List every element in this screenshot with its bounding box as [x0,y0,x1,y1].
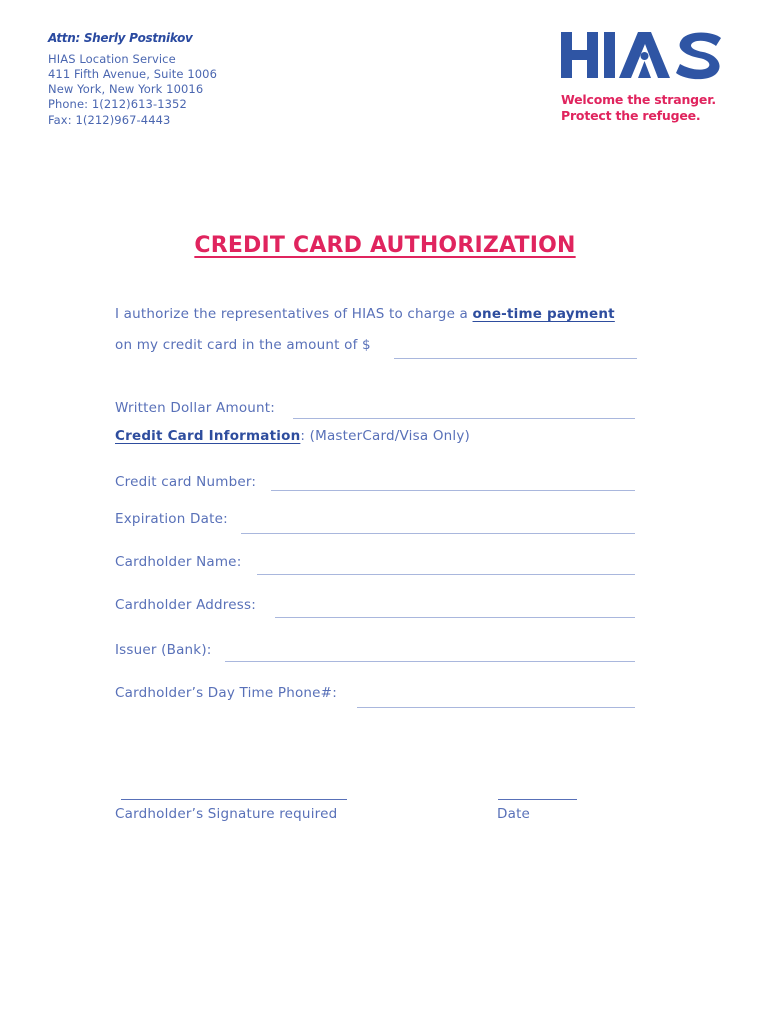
written-amount-input-line[interactable] [293,418,635,419]
form-title: CREDIT CARD AUTHORIZATION [194,233,576,258]
fax-line: Fax: 1(212)967-4443 [48,113,171,127]
cardholder-address-input-line[interactable] [275,617,635,618]
cardholder-address-label: Cardholder Address: [115,597,256,613]
address-line-3: New York, New York 10016 [48,82,204,96]
hias-logo [561,30,726,80]
one-time-payment-emphasis: one-time payment [472,306,615,322]
intro-line-2: on my credit card in the amount of $ [115,337,371,353]
signature-label: Cardholder’s Signature required [115,806,338,822]
cardholder-name-label: Cardholder Name: [115,554,242,570]
intro-line-1 [115,306,615,322]
signature-input-line[interactable] [121,799,347,800]
tagline-2: Protect the refugee. [561,108,701,123]
date-input-line[interactable] [498,799,577,800]
amount-input-line[interactable] [394,358,637,359]
cc-info-heading: Credit Card Information [115,428,301,444]
cc-number-label: Credit card Number: [115,474,257,490]
issuer-bank-input-line[interactable] [225,661,635,662]
written-amount-label: Written Dollar Amount: [115,400,276,416]
intro-text: I authorize the representatives of HIAS to charge a [115,306,473,322]
tagline-1: Welcome the stranger. [561,92,716,107]
cc-info-note: : (MasterCard/Visa Only) [300,428,471,444]
expiration-date-input-line[interactable] [241,533,635,534]
day-phone-label: Cardholder’s Day Time Phone#: [115,685,337,701]
cardholder-name-input-line[interactable] [257,574,635,575]
phone-line: Phone: 1(212)613-1352 [48,97,187,111]
date-label: Date [497,806,531,822]
day-phone-input-line[interactable] [357,707,635,708]
cc-number-input-line[interactable] [271,490,635,491]
cc-info-heading-line [115,428,470,444]
address-line-1: HIAS Location Service [48,52,176,66]
address-line-2: 411 Fifth Avenue, Suite 1006 [48,67,218,81]
attn-line: Attn: Sherly Postnikov [48,31,193,45]
issuer-bank-label: Issuer (Bank): [115,642,212,658]
expiration-date-label: Expiration Date: [115,511,228,527]
